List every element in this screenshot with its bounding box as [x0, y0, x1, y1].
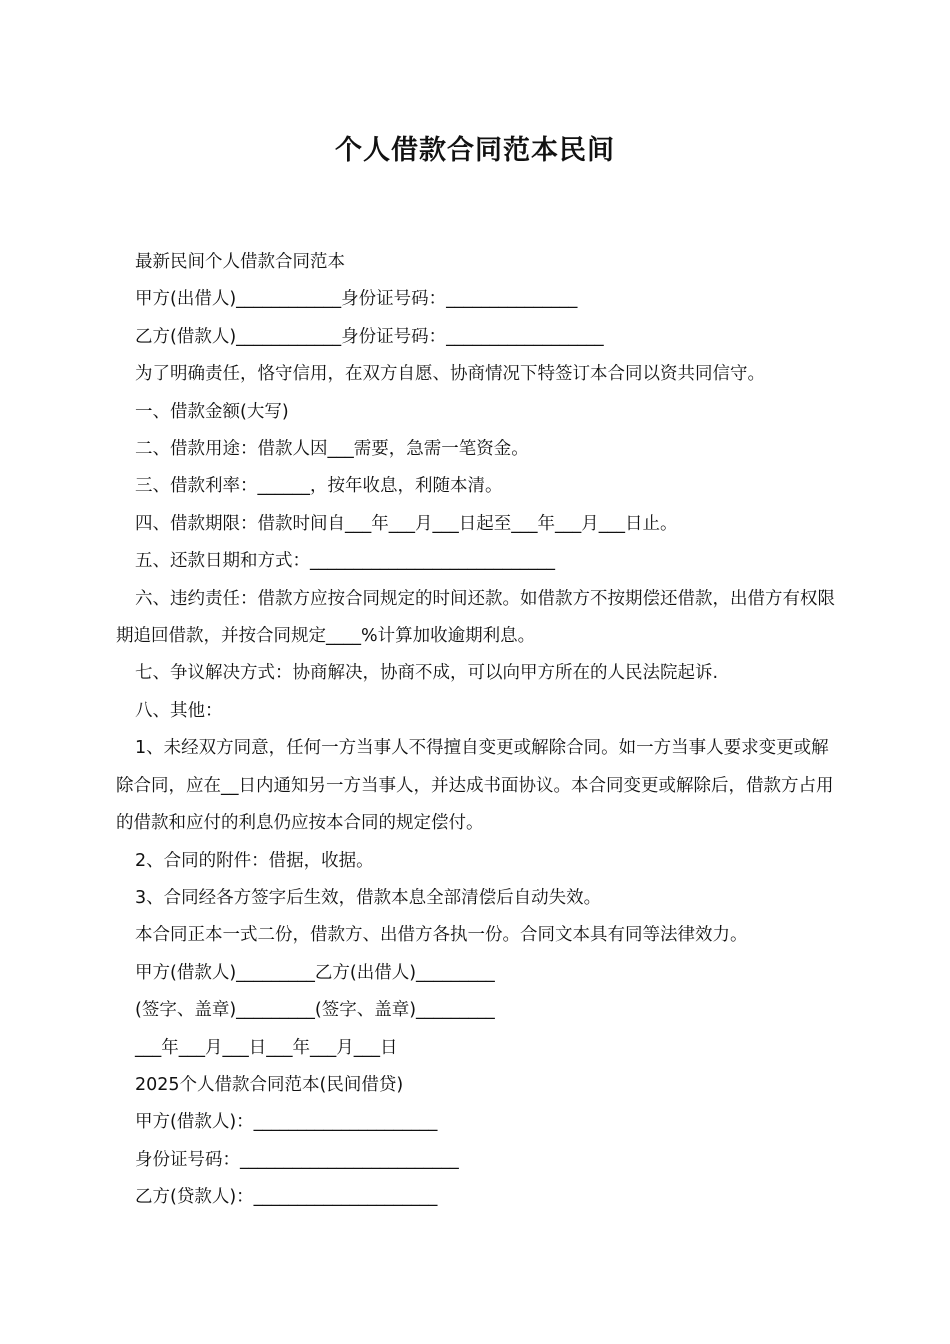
signature-seal: (签字、盖章)_________(签字、盖章)_________ [135, 1000, 495, 1021]
document-body [116, 244, 840, 1217]
paragraph-party-a-lender: 甲方(出借人)____________身份证号码：_______________ [135, 289, 578, 310]
clause-other-item-2: 2、合同的附件：借据，收据。 [135, 850, 374, 871]
signature-date: ___年___月___日___年___月___日 [135, 1037, 398, 1058]
clause-loan-purpose: 二、借款用途：借款人因___需要，急需一笔资金。 [135, 439, 529, 460]
signature-parties: 甲方(借款人)_________乙方(出借人)_________ [135, 962, 495, 983]
paragraph-heading: 最新民间个人借款合同范本 [135, 252, 345, 272]
clause-liability: 六、违约责任：借款方应按合同规定的时间还款。如借款方不按期偿还借款，出借方有权限期追回借款，并按合同规定____%计算加收逾期利息。 [116, 588, 835, 647]
clause-other-item-3: 3、合同经各方签字后生效，借款本息全部清偿后自动失效。 [135, 887, 602, 908]
clause-other: 八、其他： [135, 700, 223, 721]
document-title: 个人借款合同范本民间 [335, 135, 615, 166]
second-id-number: 身份证号码：_________________________ [135, 1149, 459, 1170]
clause-loan-term: 四、借款期限：借款时间自___年___月___日起至___年___月___日止。 [135, 513, 678, 534]
paragraph-preamble: 为了明确责任，恪守信用，在双方自愿、协商情况下特签订本合同以资共同信守。 [135, 364, 765, 385]
clause-interest-rate: 三、借款利率：______，按年收息，利随本清。 [135, 476, 503, 497]
clause-dispute: 七、争议解决方式：协商解决，协商不成，可以向甲方所在的人民法院起诉. [135, 663, 719, 684]
second-party-b: 乙方(贷款人)：_____________________ [135, 1187, 438, 1208]
clause-other-item-1: 1、未经双方同意，任何一方当事人不得擅自变更或解除合同。如一方当事人要求变更或解除合同，应在__日内通知另一方当事人，并达成书面协议。本合同变更或解除后，借款方占用的借款和应付的利息仍应按本合同的规定偿付。 [116, 738, 834, 834]
clause-loan-amount: 一、借款金额(大写) [135, 401, 289, 422]
paragraph-copies: 本合同正本一式二份，借款方、出借方各执一份。合同文本具有同等法律效力。 [135, 925, 748, 946]
second-contract-heading: 2025个人借款合同范本(民间借贷) [135, 1074, 404, 1095]
paragraph-party-b-borrower: 乙方(借款人)____________身份证号码：__________________ [135, 326, 604, 347]
clause-repayment: 五、还款日期和方式：____________________________ [135, 551, 555, 572]
second-party-a: 甲方(借款人)：_____________________ [135, 1112, 438, 1133]
